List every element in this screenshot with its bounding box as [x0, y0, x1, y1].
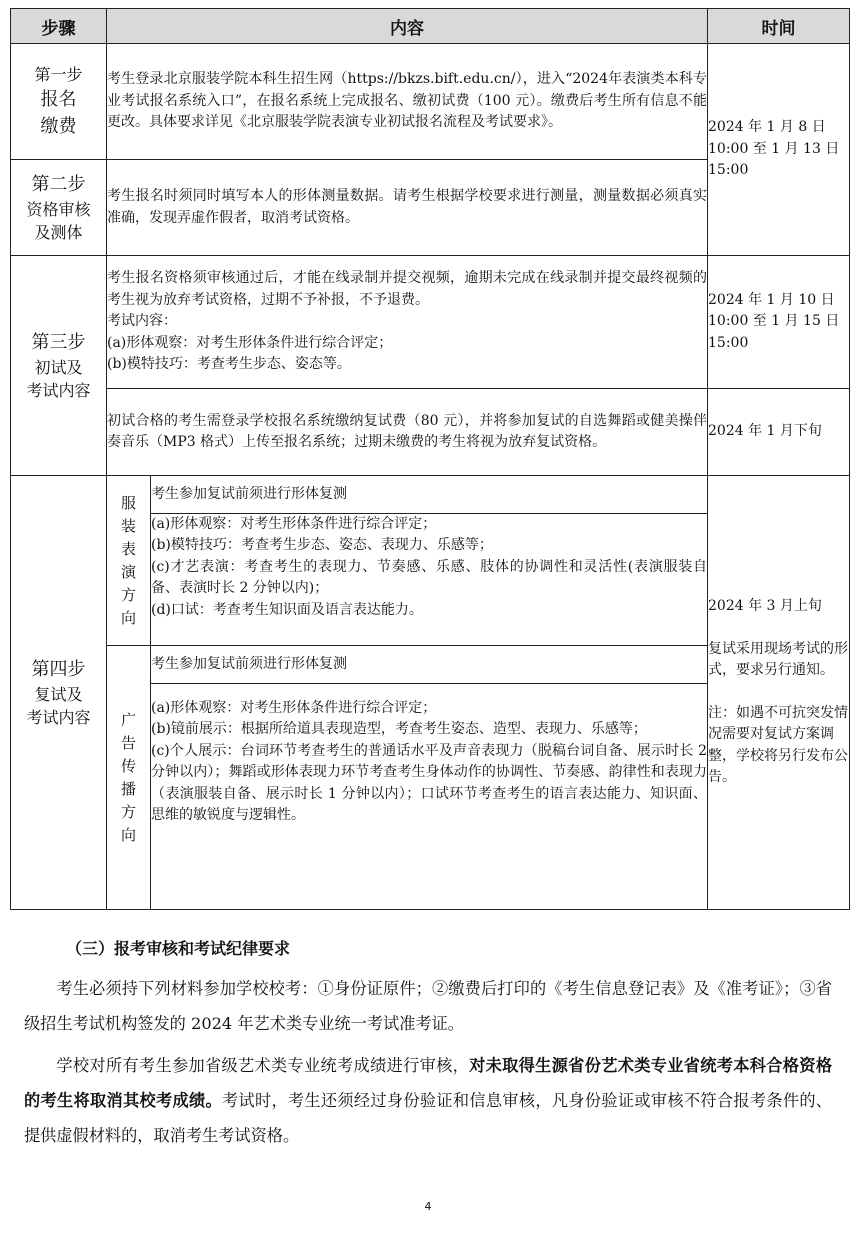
step-2-cell	[11, 160, 107, 256]
section-title: （三）报考审核和考试纪律要求	[66, 939, 291, 958]
step-1-cell	[11, 44, 107, 160]
direction-label-char: 表	[120, 539, 136, 558]
list-item: (b)模特技巧：考查考生步态、姿态、表现力、乐感等；	[151, 537, 493, 553]
direction-advertising-head: 考生参加复试前须进行形体复测	[151, 646, 707, 683]
step-4-cell	[11, 476, 107, 910]
step-4-time-note-1: 复试采用现场考试的形式，要求另行通知。	[708, 640, 848, 679]
direction-label-char: 告	[120, 733, 136, 752]
step-2-line-1: 第二步	[31, 174, 86, 195]
direction-label-char: 向	[120, 608, 136, 627]
header-time: 时间	[708, 9, 850, 44]
step-1-line-3: 缴费	[40, 116, 77, 137]
header-content: 内容	[107, 9, 708, 44]
paragraph-review-a: 学校对所有考生参加省级艺术类专业统考成绩进行审核，	[56, 1056, 470, 1075]
step-3-content-b: 初试合格的考生需登录学校报名系统缴纳复试费（80 元），并将参加复试的自选舞蹈或健美操伴奏音乐（MP3 格式）上传至报名系统；过期未缴费的考生将视为放弃复试资格。	[107, 389, 708, 476]
direction-label-char: 演	[120, 562, 136, 581]
step-1-2-time: 2024 年 1 月 8 日 10:00 至 1 月 13 日 15:00	[708, 44, 850, 256]
list-item: (a)形体观察：对考生形体条件进行综合评定；	[151, 699, 437, 716]
step-1-content: 考生登录北京服装学院本科生招生网（https://bkzs.bift.edu.cn/），进入“2024年表演类本科专业考试报名系统入口”，在报名系统上完成报名、缴初试费（100 元）。缴费后考生所有信息不能更改。具体要求详见《北京服装学院表演专业初试报名流程及考试要求》。	[107, 44, 708, 160]
step-1-line-1: 第一步	[34, 65, 83, 84]
paragraph-review	[24, 1048, 832, 1153]
step-3-line-2: 初试及	[34, 358, 83, 377]
direction-fashion-head: 考生参加复试前须进行形体复测	[151, 476, 707, 513]
direction-fashion-content	[151, 476, 708, 646]
step-3-content-a	[107, 256, 708, 389]
header-step: 步骤	[11, 9, 107, 44]
direction-label-char: 方	[120, 585, 136, 604]
direction-advertising-items	[151, 683, 707, 827]
page-number: 4	[424, 1200, 432, 1213]
step-3-content-a-title: 考试内容：	[107, 313, 177, 330]
direction-label-char: 方	[120, 802, 136, 821]
list-item: (d)口试：考查考生知识面及语言表达能力。	[151, 601, 423, 618]
step-4-time-date: 2024 年 3 月上旬	[708, 598, 822, 615]
paragraph-materials: 考生必须持下列材料参加学校校考：①身份证原件；②缴费后打印的《考生信息登记表》及《准考证》；③省级招生考试机构签发的 2024 年艺术类专业统一考试准考证。	[24, 979, 832, 1033]
direction-label-char: 服	[120, 493, 136, 512]
step-4-time-note-2: 注：如遇不可抗突发情况需要对复试方案调整，学校将另行发布公告。	[708, 704, 848, 786]
direction-fashion-items	[151, 513, 707, 621]
direction-label-char: 装	[120, 516, 136, 535]
step-3-cell	[11, 256, 107, 476]
list-item: (c)才艺表演：考查考生的表现力、节奏感、乐感、肢体的协调性和灵活性(表演服装自备、表演时长 2 分钟以内)；	[151, 558, 707, 596]
step-1-line-2: 报名	[40, 89, 77, 110]
step-2-content: 考生报名时须同时填写本人的形体测量数据。请考生根据学校要求进行测量，测量数据必须真实准确，发现弄虚作假者，取消考试资格。	[107, 160, 708, 256]
step-2-line-2: 资格审核	[26, 200, 91, 219]
direction-label-char: 传	[120, 756, 136, 775]
step-3-content-a-item: (a)形体观察：对考生形体条件进行综合评定；	[107, 334, 393, 351]
step-4-line-3: 考试内容	[26, 708, 91, 727]
paragraph-review-b: 考试时，考生还须经过身份验证和信息审核，凡身份验证或审核不符合报考条件的、提供虚假材料的，取消考生考试资格。	[24, 1091, 832, 1145]
direction-label-char: 向	[120, 825, 136, 844]
direction-advertising-content	[151, 646, 708, 910]
step-2-line-3: 及测体	[34, 223, 83, 242]
step-3-content-a-item: (b)模特技巧：考查考生步态、姿态等。	[107, 356, 351, 373]
direction-fashion-label	[107, 476, 151, 646]
step-3-line-3: 考试内容	[26, 381, 91, 400]
direction-label-char: 播	[120, 779, 136, 798]
step-3-time-b: 2024 年 1 月下旬	[708, 389, 850, 476]
direction-label-char: 广	[120, 710, 136, 729]
list-item: (a)形体观察：对考生形体条件进行综合评定；	[151, 515, 437, 532]
step-3-line-1: 第三步	[31, 332, 86, 353]
step-4-line-1: 第四步	[31, 659, 86, 680]
exam-schedule-table	[10, 8, 850, 910]
step-4-line-2: 复试及	[34, 685, 83, 704]
step-4-time	[708, 476, 850, 910]
step-3-content-a-text: 考生报名资格须审核通过后，才能在线录制并提交视频，逾期未完成在线录制并提交最终视频的考生视为放弃考试资格，过期不予补报，不予退费。	[107, 270, 707, 308]
step-3-time-a: 2024 年 1 月 10 日 10:00 至 1 月 15 日 15:00	[708, 256, 850, 389]
list-item: (b)镜前展示：根据所给道具表现造型，考查考生姿态、造型、表现力、乐感等；	[151, 721, 647, 737]
direction-advertising-label	[107, 646, 151, 910]
paragraph-review-bold: 对未取得生源省份艺术类专业省统考本科合格资格的考生将取消其校考成绩。	[24, 1056, 833, 1110]
list-item: (c)个人展示：台词环节考查考生的普通话水平及声音表现力（脱稿台词自备、展示时长 2 分钟以内）；舞蹈或形体表现力环节考查考生身体动作的协调性、节奏感、韵律性和表现力（表演服装自备、展示时长 1 分钟以内）；口试环节考查考生的语言表达能力、知识面、思维的敏锐度与逻辑性。	[151, 742, 707, 823]
